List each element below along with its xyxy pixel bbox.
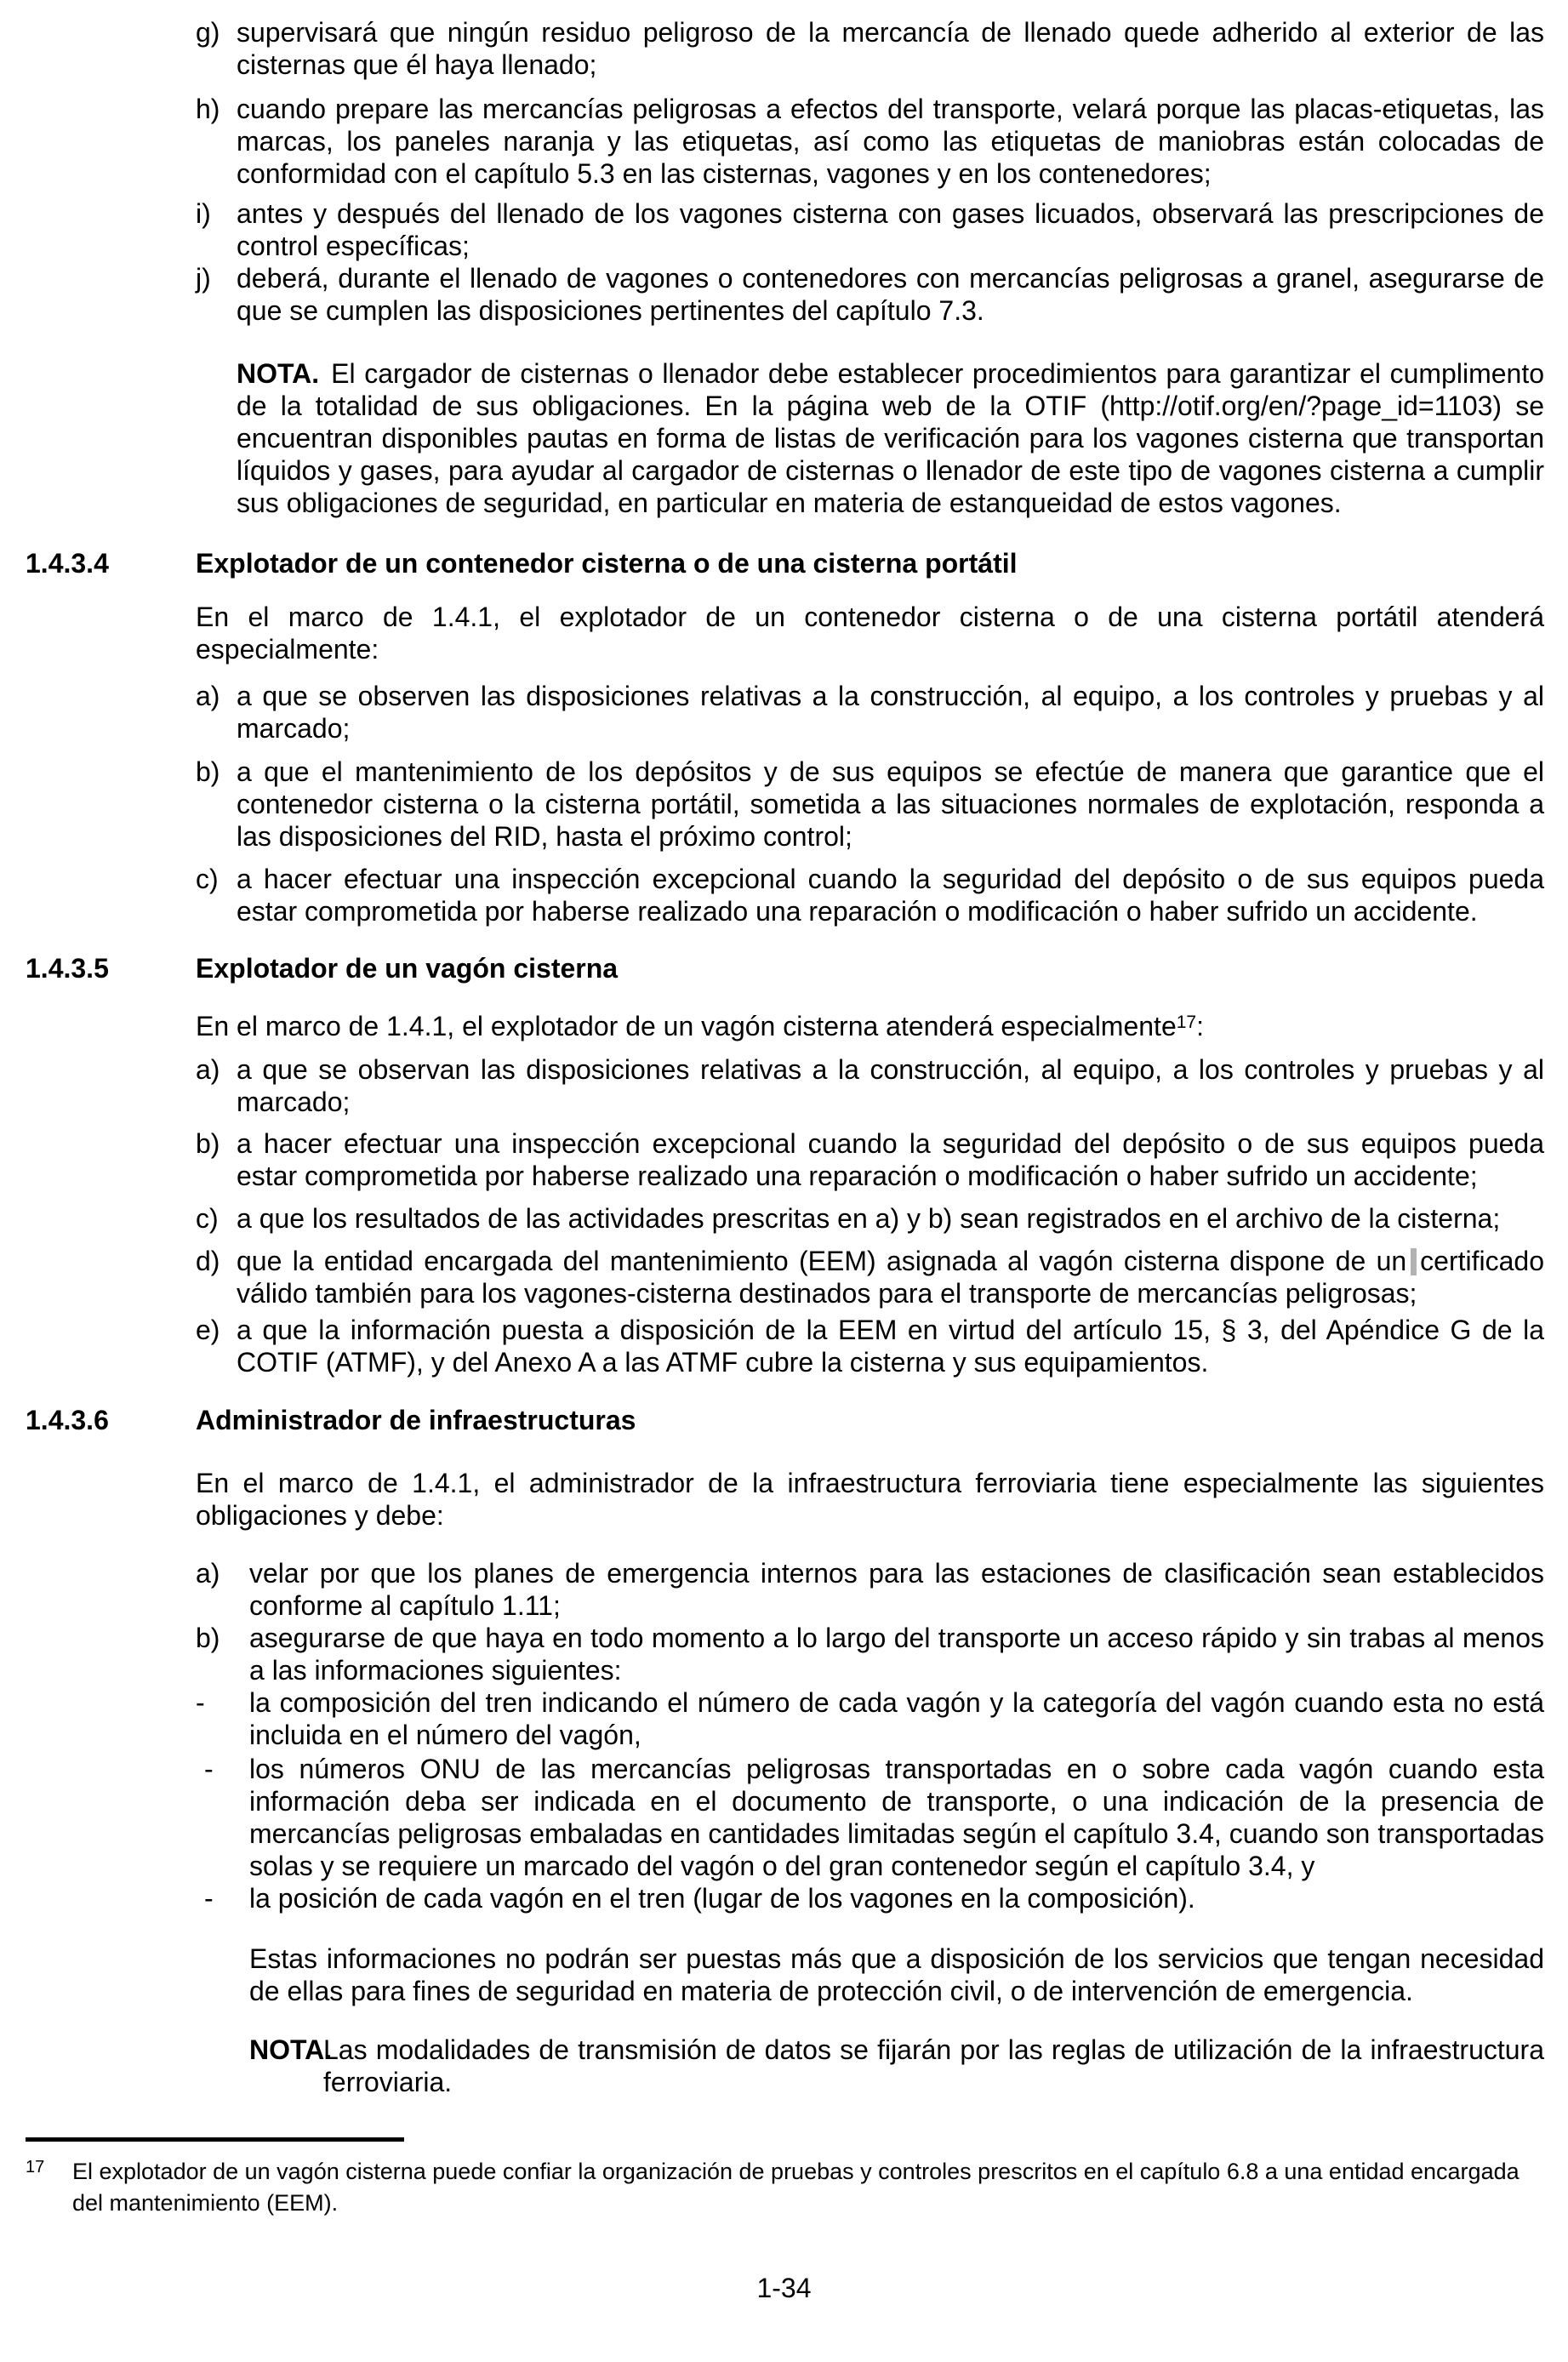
footnote-rule: [26, 2137, 404, 2142]
item-marker: c): [196, 864, 219, 894]
list-item-e: [196, 1314, 1544, 1378]
list-item-g: [196, 16, 1544, 81]
paragraph: Estas informaciones no podrán ser puestas más que a disposición de los servicios que tengan necesidad de ellas para fines de seguridad en materia de protección civil, o de intervención de emergencia.: [249, 1943, 1544, 2006]
item-marker: j): [196, 263, 211, 294]
nota-text: Las modalidades de transmisión de datos se fijarán por las reglas de utilización de la infraestructura ferroviaria.: [323, 2034, 1544, 2097]
nota-text: El cargador de cisternas o llenador debe establecer procedimientos para garantizar el cumplimento de la totalidad de sus obligaciones. En la página web de la OTIF (http://otif.org/en/?page_id=1103) se encuentran disponibles pautas en forma de listas de verificación para los vagones cisterna que transportan líquidos y gases, para ayudar al cargador de cisternas o llenador de este tipo de vagones cisterna a cumplir sus obligaciones de seguridad, en particular en materia de estanqueidad de estos vagones.: [237, 358, 1544, 518]
nota-block: [249, 2034, 1544, 2098]
item-text: los números ONU de las mercancías peligrosas transportadas en o sobre cada vagón cuando esta información deba ser indicada en el documento de transporte, o una indicación de la presencia de mercancías peligrosas embaladas en cantidades limitadas según el capítulo 3.4, cuando son transportadas solas y se requiere un marcado del vagón o del gran contenedor según el capítulo 3.4, y: [249, 1754, 1544, 1881]
item-marker: i): [196, 198, 211, 229]
nota-label: NOTA.: [249, 2034, 333, 2065]
list-item-d: [196, 1245, 1544, 1309]
footnote: [26, 2156, 1544, 2219]
section-number: 1.4.3.6: [26, 1405, 109, 1435]
item-text: deberá, durante el llenado de vagones o contenedores con mercancías peligrosas a granel, asegurarse de que se cumplen las disposiciones pertinentes del capítulo 7.3.: [237, 263, 1544, 326]
list-item-a: [196, 680, 1544, 745]
item-text: a hacer efectuar una inspección excepcional cuando la seguridad del depósito o de sus equipos pueda estar comprometida por haberse realizado una reparación o modificación o haber sufrido un accidente;: [237, 1128, 1544, 1191]
dash-item: [204, 1753, 1544, 1882]
dash-marker: -: [204, 1883, 214, 1914]
item-marker: b): [196, 756, 220, 787]
item-marker: a): [196, 1054, 220, 1085]
list-item-i: [196, 197, 1544, 262]
item-marker: a): [196, 1558, 220, 1589]
item-marker: h): [196, 94, 220, 124]
item-text: la posición de cada vagón en el tren (lugar de los vagones en la composición).: [249, 1883, 1195, 1914]
list-item-c: [196, 1202, 1544, 1235]
item-text: a que la información puesta a disposición de la EEM en virtud del artículo 15, § 3, del Apéndice G de la COTIF (ATMF), y del Anexo A a las ATMF cubre la cisterna y sus equipamientos.: [237, 1315, 1544, 1378]
item-marker: a): [196, 681, 220, 711]
paragraph-text: En el marco de 1.4.1, el explotador de un vagón cisterna atenderá especialmente: [196, 1011, 1177, 1041]
list-item-b: [196, 1622, 1544, 1686]
dash-marker: -: [204, 1754, 214, 1784]
item-text: a que se observen las disposiciones relativas a la construcción, al equipo, a los controles y pruebas y al marcado;: [237, 681, 1544, 744]
list-item-j: [196, 262, 1544, 327]
item-marker: b): [196, 1623, 220, 1653]
item-marker: g): [196, 17, 220, 48]
section-title: Explotador de un vagón cisterna: [196, 953, 619, 984]
paragraph-text: :: [1196, 1011, 1204, 1041]
dash-item: [196, 1686, 1544, 1751]
item-text: antes y después del llenado de los vagones cisterna con gases licuados, observará las prescripciones de control específicas;: [237, 198, 1544, 261]
list-item-b: [196, 756, 1544, 853]
item-text: a que el mantenimiento de los depósitos y de sus equipos se efectúe de manera que garantice que el contenedor cisterna o la cisterna portátil, sometida a las situaciones normales de explotación, responda a las disposiciones del RID, hasta el próximo control;: [237, 756, 1544, 852]
section-heading-1435: [26, 952, 1544, 984]
section-heading-1434: [26, 547, 1544, 579]
paragraph: [196, 1010, 1544, 1042]
nota-block: [237, 357, 1544, 519]
footnote-text: El explotador de un vagón cisterna puede confiar la organización de pruebas y controles prescritos en el capítulo 6.8 a una entidad encargada del mantenimiento (EEM).: [72, 2159, 1520, 2216]
item-marker: d): [196, 1246, 220, 1276]
dash-marker: -: [196, 1687, 205, 1718]
item-text: a hacer efectuar una inspección excepcional cuando la seguridad del depósito o de sus equipos pueda estar comprometida por haberse realizado una reparación o modificación o haber sufrido un accidente.: [237, 864, 1544, 927]
item-text: que la entidad encargada del mantenimiento (EEM) asignada al vagón cisterna dispone de un: [237, 1246, 1407, 1276]
list-item-a: [196, 1053, 1544, 1118]
item-text: cuando prepare las mercancías peligrosas a efectos del transporte, velará porque las placas-etiquetas, las marcas, los paneles naranja y las etiquetas, así como las etiquetas de maniobras están colocadas de conformidad con el capítulo 5.3 en las cisternas, vagones y en los contenedores;: [237, 94, 1544, 189]
paragraph: En el marco de 1.4.1, el administrador de la infraestructura ferroviaria tiene especialmente las siguientes obligaciones y debe:: [196, 1468, 1544, 1531]
page-number: 1-34: [756, 2273, 812, 2303]
dash-item: [204, 1882, 1544, 1914]
nota-label: NOTA.: [237, 358, 320, 389]
item-text: velar por que los planes de emergencia internos para las estaciones de clasificación sean establecidos conforme al capítulo 1.11;: [249, 1558, 1544, 1621]
paragraph: En el marco de 1.4.1, el explotador de un contenedor cisterna o de una cisterna portátil atenderá especialmente:: [196, 602, 1544, 665]
item-marker: b): [196, 1128, 220, 1159]
section-heading-1436: [26, 1404, 1544, 1436]
item-text: certificado válido también para los vagones-cisterna destinados para el transporte de mercancías peligrosas;: [237, 1246, 1544, 1309]
section-number: 1.4.3.5: [26, 953, 109, 984]
item-text: a que se observan las disposiciones relativas a la construcción, al equipo, a los controles y pruebas y al marcado;: [237, 1054, 1544, 1117]
item-marker: e): [196, 1315, 220, 1345]
item-marker: c): [196, 1203, 219, 1234]
item-text: supervisará que ningún residuo peligroso de la mercancía de llenado quede adherido al exterior de las cisternas que él haya llenado;: [237, 17, 1544, 80]
footnote-marker: 17: [26, 2158, 45, 2177]
list-item-c: [196, 863, 1544, 927]
footnote-reference: 17: [1176, 1013, 1197, 1032]
section-number: 1.4.3.4: [26, 548, 109, 579]
item-text: asegurarse de que haya en todo momento a lo largo del transporte un acceso rápido y sin trabas al menos a las informaciones siguientes:: [249, 1623, 1544, 1686]
section-title: Explotador de un contenedor cisterna o de una cisterna portátil: [196, 548, 1018, 579]
text-cursor: [1411, 1248, 1417, 1275]
section-title: Administrador de infraestructuras: [196, 1405, 636, 1435]
list-item-h: [196, 93, 1544, 190]
item-text: a que los resultados de las actividades prescritas en a) y b) sean registrados en el archivo de la cisterna;: [237, 1203, 1501, 1234]
list-item-b: [196, 1127, 1544, 1192]
list-item-a: [196, 1557, 1544, 1622]
item-text: la composición del tren indicando el número de cada vagón y la categoría del vagón cuando esta no está incluida en el número del vagón,: [249, 1687, 1544, 1750]
